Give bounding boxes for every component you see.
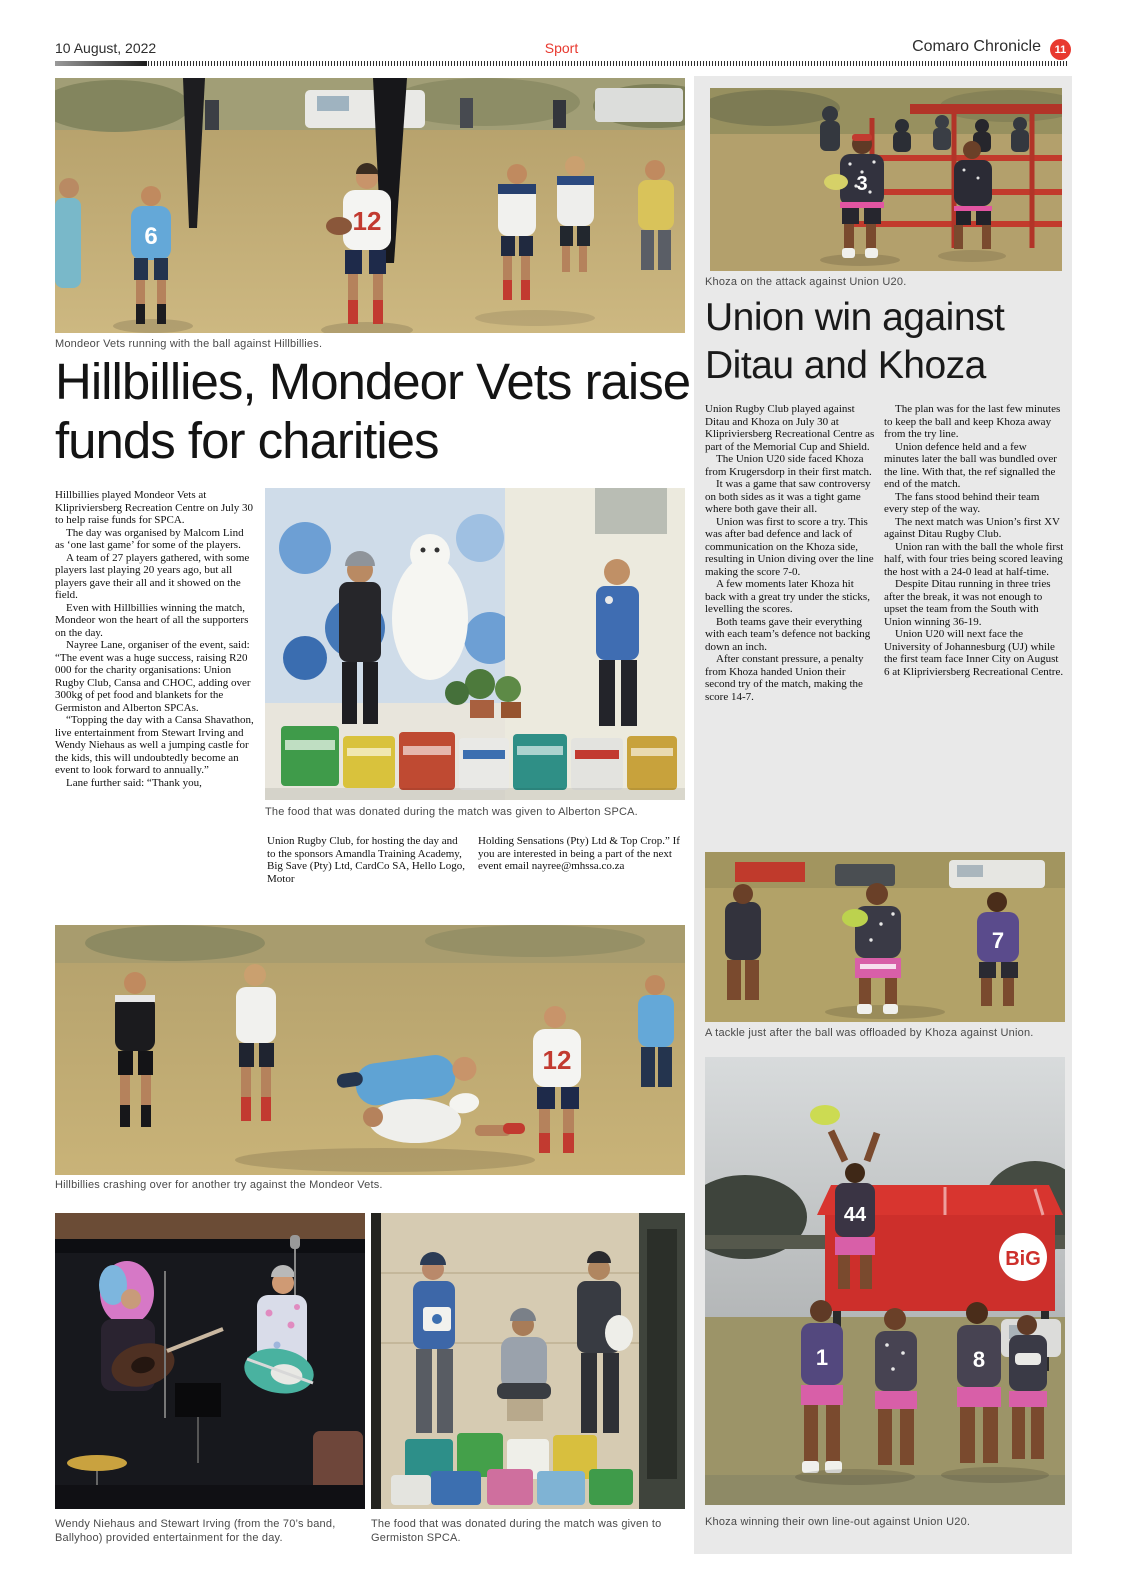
paragraph: After constant pressure, a penalty from Khoza handed Union their second try of the match, making the score 14-7. <box>705 653 864 703</box>
right-article-col1 <box>705 403 875 703</box>
caption-khoza-attack: Khoza on the attack against Union U20. <box>705 276 907 288</box>
paragraph: Union U20 will next face the University of Johannesburg (UJ) while the first team face Inner City on August 6 at Klipriviersberg Recreational Centre. <box>884 628 1064 678</box>
jersey-number-blue: 6 <box>144 223 158 250</box>
left-article-continuation-col2 <box>478 835 685 873</box>
paragraph: Both teams gave their everything with each team’s defence not backing down an inch. <box>705 615 871 653</box>
jersey-number-12: 12 <box>542 1045 572 1075</box>
header-date: 10 August, 2022 <box>55 40 157 56</box>
caption-band: Wendy Niehaus and Stewart Irving (from the 70’s band, Ballyhoo) provided entertainment for the day. <box>55 1518 336 1544</box>
photo-khoza-attack <box>710 88 1062 271</box>
paragraph: Even with Hillbillies winning the match, Mondeor won the heart of all the supporters on the day. <box>55 601 249 639</box>
caption-tackle: A tackle just after the ball was offloaded by Khoza against Union. <box>705 1027 1034 1039</box>
paragraph: Holding Sensations (Pty) Ltd & Top Crop.” If you are interested in being a part of the next event email nayree@mhssa.co.za <box>478 835 680 872</box>
photo-food-donation-germiston <box>371 1213 685 1509</box>
paragraph: The fans stood behind their team every step of the way. <box>884 490 1040 515</box>
paragraph: The plan was for the last few minutes to keep the ball and keep Khoza away from the try line. <box>884 403 1061 440</box>
paragraph: It was a game that saw controversy on both sides as it was a tight game where both gave their all. <box>705 478 871 515</box>
tent-logo-text: BiG <box>1005 1248 1041 1270</box>
paragraph: A team of 27 players gathered, with some players last playing 20 years ago, but all players gave their all and it showed on the field. <box>55 551 250 601</box>
jersey-number-white: 12 <box>352 206 382 236</box>
header-rule <box>55 61 1068 66</box>
photo-band-ballyhoo <box>55 1213 365 1509</box>
paragraph: The day was organised by Malcom Lind as ‘one last game’ for some of the players. <box>55 526 244 551</box>
header-section-label: Sport <box>544 40 579 56</box>
caption-food-germiston: The food that was donated during the match was given to Germiston SPCA. <box>371 1518 662 1544</box>
left-article-body <box>55 489 255 789</box>
paragraph: A few moments later Khoza hit back with a great try under the sticks, levelling the scores. <box>705 578 870 615</box>
jersey-number-7: 7 <box>991 928 1005 953</box>
photo-khoza-lineout <box>705 1057 1065 1505</box>
caption-food-alberton: The food that was donated during the match was given to Alberton SPCA. <box>265 806 638 818</box>
paragraph: The Union U20 side faced Khoza from Krugersdorp in their first match. <box>705 453 872 478</box>
paragraph: Hillbillies played Mondeor Vets at Klipriviersberg Recreation Centre on July 30 to help raise funds for SPCA. <box>55 489 254 526</box>
photo-mondeor-vets-running <box>55 78 685 333</box>
jersey-number-44: 44 <box>843 1204 867 1226</box>
jersey-number-8: 8 <box>972 1347 986 1372</box>
paragraph: Union Rugby Club played against Ditau and Khoza on July 30 at Klipriviersberg Recreational Centre as part of the Memorial Cup and Shield. <box>705 403 875 453</box>
caption-big-action: Hillbillies crashing over for another try against the Mondeor Vets. <box>55 1179 383 1191</box>
paragraph: “Topping the day with a Cansa Shavathon, live entertainment from Stewart Irving and Wendy Niehaus as well a jumping castle for the kids, this will undoubtedly become an event to look forward to annually.” <box>55 714 254 776</box>
paragraph: Union defence held and a few minutes later the ball was bundled over the line. With that, the ref signalled the end of the match. <box>884 440 1057 490</box>
photo-food-donation-alberton <box>265 488 685 800</box>
paragraph: Union was first to score a try. This was after bad defence and lack of communication on the Khoza side, resulting in Union diving over the line making the score 7-0. <box>705 515 874 578</box>
right-article-col2 <box>884 403 1064 678</box>
paragraph: Union Rugby Club, for hosting the day and to the sponsors Amandla Training Academy, Big Save (Pty) Ltd, CardCo SA, Hello Logo, Motor <box>267 835 465 885</box>
left-article-continuation-col1 <box>267 835 467 885</box>
header-brand: Comaro Chronicle <box>912 38 1041 55</box>
photo-tackle-offload <box>705 852 1065 1022</box>
paragraph: Lane further said: “Thank you, <box>66 776 202 789</box>
caption-top-left-photo: Mondeor Vets running with the ball against Hillbillies. <box>55 338 323 350</box>
photo-hillbillies-try <box>55 925 685 1175</box>
left-article-headline: Hillbillies, Mondeor Vets raise funds for charities <box>55 353 691 470</box>
paragraph: Nayree Lane, organiser of the event, said: “The event was a huge success, raising R20 000 for the charity organisations: Union Rugby Club, Cansa and CHOC, adding over 300kg of pet food and blankets for the Germiston and Alberton SPCAs. <box>55 639 251 714</box>
paragraph: Union ran with the ball the whole first half, with four tries being scored leaving the host with a 24-0 lead at half-time. <box>884 540 1064 578</box>
caption-lineout: Khoza winning their own line-out against Union U20. <box>705 1516 971 1528</box>
right-article-headline: Union win against Ditau and Khoza <box>705 296 1005 387</box>
paragraph: Despite Ditau running in three tries after the break, it was not enough to upset the team from the South with Union winning 36-19. <box>884 578 1051 628</box>
page-number-badge: 11 <box>1050 39 1071 60</box>
jersey-number-3: 3 <box>856 173 868 195</box>
paragraph: The next match was Union’s first XV against Ditau Rugby Club. <box>884 515 1060 540</box>
jersey-number-1: 1 <box>815 1345 829 1370</box>
